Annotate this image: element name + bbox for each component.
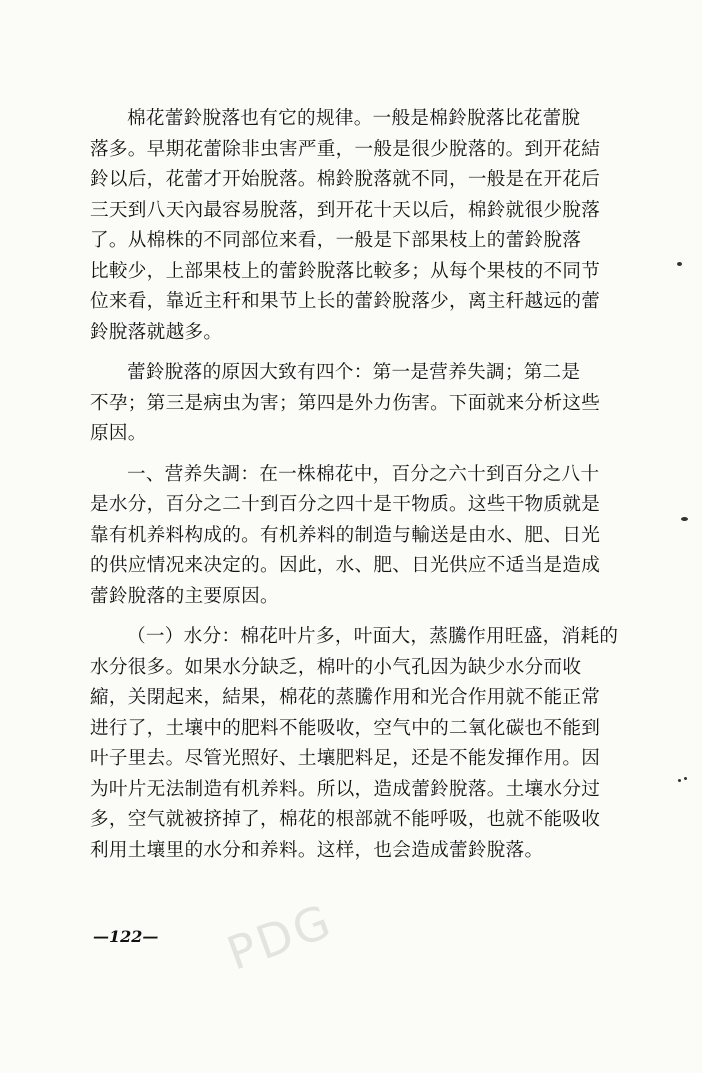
- text-line: 水分很多。如果水分缺乏，棉叶的小气孔因为缺少水分而收: [90, 656, 582, 678]
- text-line: 是水分，百分之二十到百分之四十是干物质。这些干物质就是: [90, 494, 601, 515]
- body-text: [90, 104, 619, 876]
- ink-speck: [684, 777, 687, 780]
- text-line: 叶子里去。尽管光照好、土壤肥料足，还是不能发揮作用。因: [90, 748, 601, 769]
- paragraph-boll-shedding-pattern: [90, 104, 602, 348]
- text-line: 三天到八天內最容易脫落，到开花十天以后，棉鈴就很少脫落: [90, 199, 601, 221]
- ink-speck: [678, 779, 681, 782]
- text-line: 一、营养失調：在一株棉花中，百分之六十到百分之八十: [127, 463, 600, 485]
- text-line: 比較少，上部果枝上的蕾鈴脫落比較多；从每个果枝的不同节: [90, 260, 601, 282]
- text-line: 了。从棉株的不同部位来看，一般是下部果枝上的蕾鈴脫落: [90, 230, 582, 251]
- text-line: 鈴脫落就越多。: [90, 321, 223, 343]
- text-line: 为叶片无法制造有机养料。所以，造成蕾鈴脫落。土壤水分过: [90, 778, 601, 800]
- text-line: 落多。早期花蕾除非虫害严重，一般是很少脫落的。到开花結: [90, 138, 601, 160]
- text-line: 蕾鈴脫落的主要原因。: [90, 585, 279, 607]
- text-line: 棉花蕾鈴脫落也有它的规律。一般是棉鈴脫落比花蕾脫: [127, 108, 581, 129]
- watermark: PDG: [220, 893, 340, 981]
- text-line: 不孕；第三是病虫为害；第四是外力伤害。下面就来分析这些: [90, 392, 601, 414]
- ink-speck: [677, 262, 682, 266]
- paragraph-four-causes: [90, 358, 602, 450]
- page-number: —122—: [93, 927, 159, 946]
- text-line: 多，空气就被挤掉了，棉花的根部就不能呼吸，也就不能吸收: [90, 809, 601, 830]
- ink-speck: [681, 517, 688, 521]
- text-line: 鈴以后，花蕾才开始脫落。棉鈴脫落就不同，一般是在开花后: [90, 169, 601, 190]
- text-line: 縮，关閉起来，結果，棉花的蒸騰作用和光合作用就不能正常: [90, 687, 601, 708]
- text-line: 靠有机养料构成的。有机养料的制造与輸送是由水、肥、日光: [90, 524, 601, 546]
- text-line: 位来看，靠近主秆和果节上长的蕾鈴脫落少，离主秆越远的蕾: [90, 291, 601, 312]
- text-line: 蕾鈴脫落的原因大致有四个：第一是营养失調；第二是: [127, 362, 581, 383]
- paragraph-nutrition-imbalance: [90, 460, 602, 613]
- text-line: （一）水分：棉花叶片多，叶面大，蒸騰作用旺盛，消耗的: [127, 626, 619, 647]
- text-line: 的供应情况来决定的。因此，水、肥、日光供应不适当是造成: [90, 555, 601, 576]
- paragraph-water: [90, 622, 619, 866]
- text-line: 进行了，土壤中的肥料不能吸收，空气中的二氧化碳也不能到: [90, 717, 601, 739]
- text-line: 利用土壤里的水分和养料。这样，也会造成蕾鈴脫落。: [90, 839, 544, 861]
- text-line: 原因。: [90, 423, 147, 444]
